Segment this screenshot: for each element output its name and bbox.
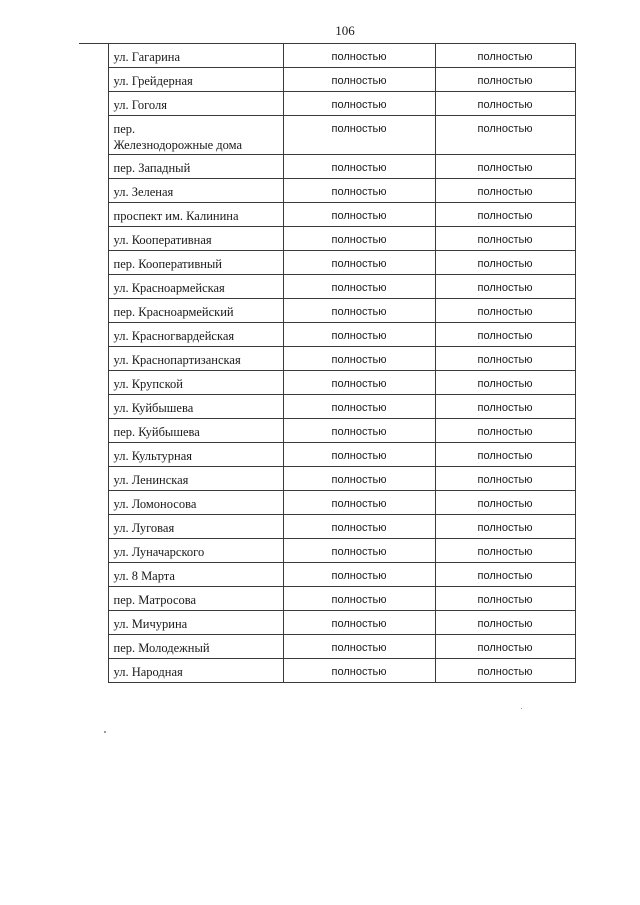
table-row [79,539,575,563]
row-number-cell [79,539,108,563]
row-number-cell [79,116,108,155]
coverage-cell-2: полностью [435,659,575,683]
street-name-cell: ул. Культурная [108,443,283,467]
coverage-cell-1: полностью [283,515,435,539]
street-name-cell: ул. Ленинская [108,467,283,491]
street-name-cell: ул. Крупской [108,371,283,395]
table-row [79,116,575,155]
coverage-cell-1: полностью [283,467,435,491]
table-row [79,467,575,491]
coverage-cell-1: полностью [283,635,435,659]
coverage-cell-2: полностью [435,635,575,659]
row-number-cell [79,635,108,659]
coverage-cell-1: полностью [283,227,435,251]
row-number-cell [79,515,108,539]
table-row [79,563,575,587]
coverage-cell-1: полностью [283,251,435,275]
coverage-cell-1: полностью [283,371,435,395]
coverage-cell-1: полностью [283,203,435,227]
table-row [79,299,575,323]
table-row [79,587,575,611]
row-number-cell [79,587,108,611]
street-name-cell: пер. Железнодорожные дома [108,116,283,155]
street-name-cell: ул. Красноармейская [108,275,283,299]
row-number-cell [79,347,108,371]
coverage-cell-2: полностью [435,347,575,371]
coverage-cell-2: полностью [435,443,575,467]
row-number-cell [79,203,108,227]
scan-speck [521,708,522,709]
row-number-cell [79,275,108,299]
coverage-cell-1: полностью [283,92,435,116]
street-name-cell: пер. Матросова [108,587,283,611]
streets-table [79,43,576,683]
table-row [79,371,575,395]
coverage-cell-1: полностью [283,116,435,155]
coverage-cell-2: полностью [435,299,575,323]
table-row [79,491,575,515]
row-number-cell [79,395,108,419]
coverage-cell-2: полностью [435,611,575,635]
row-number-cell [79,611,108,635]
row-number-cell [79,563,108,587]
coverage-cell-2: полностью [435,323,575,347]
coverage-cell-2: полностью [435,155,575,179]
coverage-cell-2: полностью [435,515,575,539]
table-row [79,275,575,299]
coverage-cell-2: полностью [435,251,575,275]
street-name-cell: ул. Народная [108,659,283,683]
table-row [79,68,575,92]
table-row [79,227,575,251]
coverage-cell-2: полностью [435,491,575,515]
table-row [79,347,575,371]
table-row [79,92,575,116]
coverage-cell-1: полностью [283,419,435,443]
street-name-cell: ул. Кооперативная [108,227,283,251]
coverage-cell-1: полностью [283,395,435,419]
table-row [79,443,575,467]
coverage-cell-2: полностью [435,419,575,443]
table-row [79,203,575,227]
coverage-cell-1: полностью [283,299,435,323]
table-row [79,155,575,179]
street-name-cell: пер. Красноармейский [108,299,283,323]
street-name-cell: проспект им. Калинина [108,203,283,227]
coverage-cell-2: полностью [435,275,575,299]
coverage-cell-1: полностью [283,275,435,299]
coverage-cell-2: полностью [435,587,575,611]
table-row [79,419,575,443]
row-number-cell [79,299,108,323]
table-row [79,44,575,68]
street-name-cell: пер. Куйбышева [108,419,283,443]
coverage-cell-1: полностью [283,155,435,179]
row-number-cell [79,68,108,92]
row-number-cell [79,323,108,347]
street-name-cell: ул. Красногвардейская [108,323,283,347]
coverage-cell-1: полностью [283,659,435,683]
street-name-cell: ул. Грейдерная [108,68,283,92]
coverage-cell-1: полностью [283,44,435,68]
street-name-cell: ул. Мичурина [108,611,283,635]
street-name-cell: пер. Молодежный [108,635,283,659]
coverage-cell-2: полностью [435,116,575,155]
street-name-cell: ул. Гоголя [108,92,283,116]
coverage-cell-1: полностью [283,323,435,347]
coverage-cell-2: полностью [435,179,575,203]
street-name-cell: ул. Ломоносова [108,491,283,515]
street-name-cell: пер. Кооперативный [108,251,283,275]
coverage-cell-2: полностью [435,563,575,587]
table-row [79,611,575,635]
table-row [79,323,575,347]
row-number-cell [79,44,108,68]
row-number-cell [79,227,108,251]
coverage-cell-1: полностью [283,68,435,92]
row-number-cell [79,467,108,491]
coverage-cell-2: полностью [435,203,575,227]
coverage-cell-2: полностью [435,227,575,251]
coverage-cell-1: полностью [283,539,435,563]
coverage-cell-1: полностью [283,491,435,515]
streets-table-body [79,44,575,683]
table-row [79,635,575,659]
street-name-cell: ул. Гагарина [108,44,283,68]
street-name-cell: пер. Западный [108,155,283,179]
table-row [79,395,575,419]
coverage-cell-2: полностью [435,395,575,419]
street-name-cell: ул. Краснопартизанская [108,347,283,371]
street-name-cell: ул. Луговая [108,515,283,539]
table-row [79,515,575,539]
row-number-cell [79,419,108,443]
row-number-cell [79,443,108,467]
coverage-cell-1: полностью [283,179,435,203]
row-number-cell [79,659,108,683]
coverage-cell-1: полностью [283,443,435,467]
table-row [79,659,575,683]
scan-speck [104,731,106,733]
page-number: 106 [335,23,355,38]
street-name-cell: ул. Куйбышева [108,395,283,419]
coverage-cell-1: полностью [283,611,435,635]
table-row [79,251,575,275]
coverage-cell-2: полностью [435,467,575,491]
row-number-cell [79,251,108,275]
street-name-cell: ул. 8 Марта [108,563,283,587]
street-name-cell: ул. Зеленая [108,179,283,203]
coverage-cell-1: полностью [283,347,435,371]
coverage-cell-2: полностью [435,371,575,395]
row-number-cell [79,92,108,116]
table-row [79,179,575,203]
street-name-cell: ул. Луначарского [108,539,283,563]
row-number-cell [79,179,108,203]
coverage-cell-1: полностью [283,563,435,587]
coverage-cell-2: полностью [435,68,575,92]
coverage-cell-1: полностью [283,587,435,611]
row-number-cell [79,371,108,395]
coverage-cell-2: полностью [435,92,575,116]
coverage-cell-2: полностью [435,539,575,563]
coverage-cell-2: полностью [435,44,575,68]
row-number-cell [79,491,108,515]
row-number-cell [79,155,108,179]
